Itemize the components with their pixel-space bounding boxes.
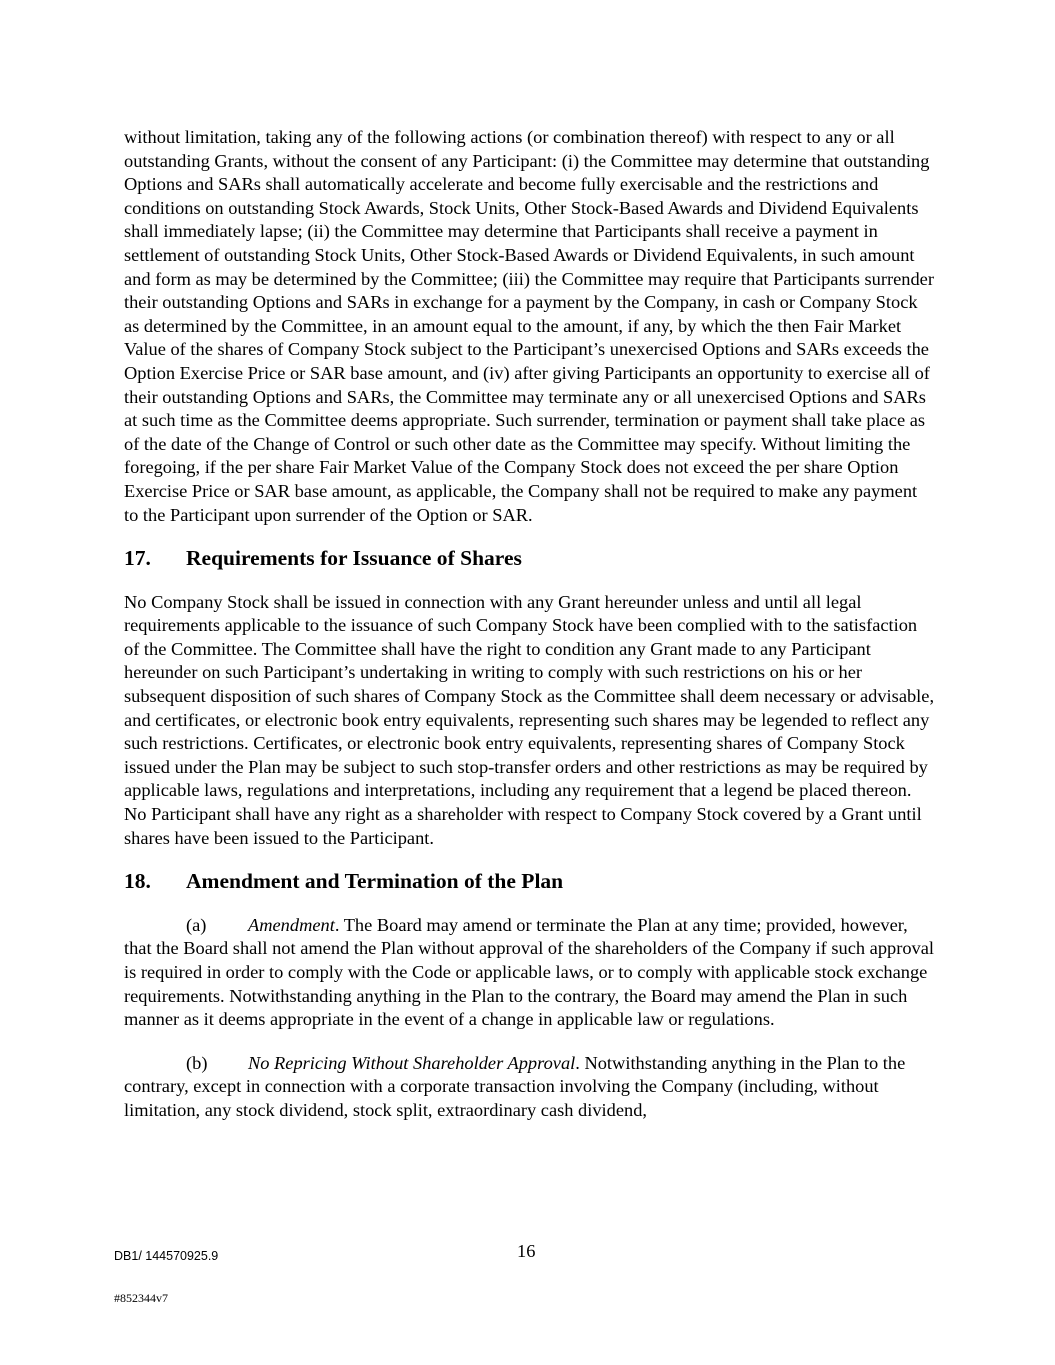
section-18a-paragraph xyxy=(124,914,936,1032)
section-18a-text: . The Board may amend or terminate the Plan at any time; provided, however, that the Board shall not amend the Plan without approval of the shareholders of the Company if such approval is required in order to comply with the Code or applicable laws, or to comply with applicable stock exchange requirements. Notwithstanding anything in the Plan to the contrary, the Board may amend the Plan in such manner as it deems appropriate in the event of a change in applicable law or regulations. xyxy=(124,914,935,1030)
section-18-title: Amendment and Termination of the Plan xyxy=(186,869,564,894)
page-number: 16 xyxy=(517,1241,536,1261)
section-18b-title: No Repricing Without Shareholder Approval xyxy=(248,1052,576,1073)
section-17-paragraph: No Company Stock shall be issued in connection with any Grant hereunder unless and until all legal requirements applicable to the issuance of such Company Stock have been complied with to the satisfaction of the Committee. The Committee shall have the right to condition any Grant made to any Participant hereunder on such Participant’s undertaking in writing to comply with such restrictions on his or her subsequent disposition of such shares of Company Stock as the Committee shall deem necessary or advisable, and certificates, or electronic book entry equivalents, representing such shares may be legended to reflect any such restrictions. Certificates, or electronic book entry equivalents, representing shares of Company Stock issued under the Plan may be subject to such stop-transfer orders and other restrictions as may be required by applicable laws, regulations and interpretations, including any requirement that a legend be placed thereon. No Participant shall have any right as a shareholder with respect to Company Stock covered by a Grant until shares have been issued to the Participant. xyxy=(124,591,935,848)
section-18a-label: (a) xyxy=(186,914,207,935)
section-18-number: 18. xyxy=(124,869,151,894)
section-18b-text: . Notwithstanding anything in the Plan to the contrary, except in connection with a corporate transaction involving the Company (including, without limitation, any stock dividend, stock split, extraordinary cash dividend, xyxy=(124,1052,906,1120)
footer-doc-ref: DB1/ 144570925.9 xyxy=(114,1249,219,1263)
section-17-number: 17. xyxy=(124,546,151,571)
document-body xyxy=(124,126,936,1123)
footer-doc-id: #852344v7 xyxy=(114,1291,168,1305)
section-17-heading xyxy=(124,547,936,571)
section-18b-paragraph xyxy=(124,1052,936,1123)
section-18b-label: (b) xyxy=(186,1052,208,1073)
section-17-title: Requirements for Issuance of Shares xyxy=(186,546,522,571)
section-18-heading xyxy=(124,870,936,894)
continuation-paragraph: without limitation, taking any of the following actions (or combination thereof) with respect to any or all outstanding Grants, without the consent of any Participant: (i) the Committee may determine that outstanding Options and SARs shall automatically accelerate and become fully exercisable and the restrictions and conditions on outstanding Stock Awards, Stock Units, Other Stock-Based Awards and Dividend Equivalents shall immediately lapse; (ii) the Committee may determine that Participants shall receive a payment in settlement of outstanding Stock Units, Other Stock-Based Awards or Dividend Equivalents, in such amount and form as may be determined by the Committee; (iii) the Committee may require that Participants surrender their outstanding Options and SARs in exchange for a payment by the Company, in cash or Company Stock as determined by the Committee, in an amount equal to the amount, if any, by which the then Fair Market Value of the shares of Company Stock subject to the Participant’s unexercised Options and SARs exceeds the Option Exercise Price or SAR base amount, and (iv) after giving Participants an opportunity to exercise all of their outstanding Options and SARs, the Committee may terminate any or all unexercised Options and SARs at such time as the Committee deems appropriate. Such surrender, termination or payment shall take place as of the date of the Change of Control or such other date as the Committee may specify. Without limiting the foregoing, if the per share Fair Market Value of the Company Stock does not exceed the per share Option Exercise Price or SAR base amount, as applicable, the Company shall not be required to make any payment to the Participant upon surrender of the Option or SAR. xyxy=(124,127,934,525)
section-18a-title: Amendment xyxy=(248,914,335,935)
